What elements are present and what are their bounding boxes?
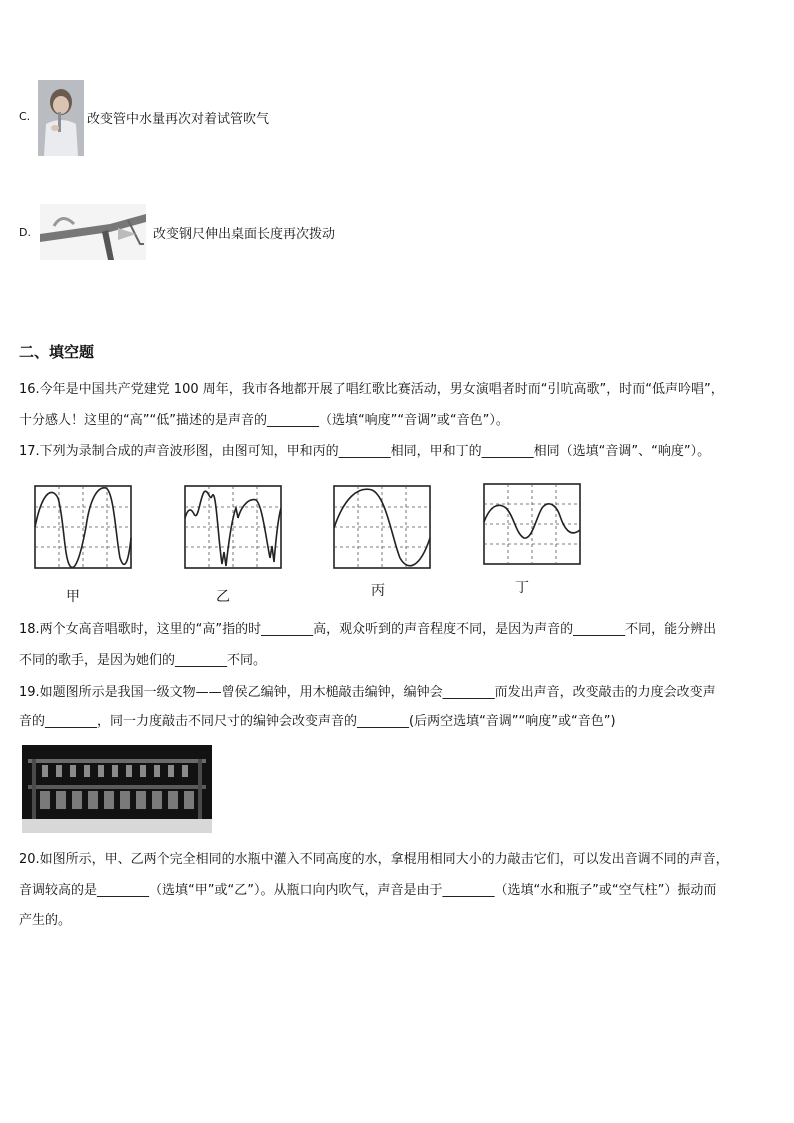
question-18-line-1: 18.两个女高音唱歌时，这里的“高”指的时________高，观众听到的声音程度不同，是因为声音的________不同，能分辨出 (19, 622, 717, 637)
waveform-label-bing: 丙 (371, 583, 385, 599)
ruler-on-table-image (40, 204, 146, 260)
option-d-letter: D. (19, 226, 31, 239)
question-20-line-2: 音调较高的是________（选填“甲”或“乙”）。从瓶口向内吹气，声音是由于________（选填“水和瓶子”或“空气柱”）振动而 (19, 883, 717, 898)
bianzhong-bells-photo (22, 745, 212, 833)
question-19-line-1: 19.如题图所示是我国一级文物——曾侯乙编钟，用木槌敲击编钟，编钟会________而发出声音，改变敲击的力度会改变声 (19, 685, 716, 700)
waveform-jia (35, 486, 131, 568)
option-c-text: 改变管中水量再次对着试管吹气 (87, 112, 270, 127)
question-18-line-2: 不同的歌手，是因为她们的________不同。 (19, 653, 267, 668)
sound-waveform-figure (28, 478, 588, 574)
question-20-line-3: 产生的。 (19, 913, 72, 928)
waveform-ding (484, 484, 580, 564)
question-19-line-2: 音的________，同一力度敲击不同尺寸的编钟会改变声音的________(后两空选填“音调”“响度”或“音色”) (19, 714, 616, 729)
waveform-label-yi: 乙 (216, 589, 230, 605)
question-20-line-1: 20.如图所示，甲、乙两个完全相同的水瓶中灌入不同高度的水，拿棍用相同大小的力敲击它们，可以发出音调不同的声音， (19, 852, 729, 867)
question-17-line-1: 17.下列为录制合成的声音波形图，由图可知，甲和丙的________相同，甲和丁的________相同（选填“音调”、“响度”）。 (19, 444, 711, 459)
question-16-line-1: 16.今年是中国共产党建党 100 周年，我市各地都开展了唱红歌比赛活动，男女演唱者时而“引吭高歌”，时而“低声吟唱”， (19, 382, 724, 397)
section-heading: 二、填空题 (19, 343, 95, 361)
waveform-label-ding: 丁 (515, 580, 529, 596)
waveform-label-jia: 甲 (66, 589, 80, 605)
girl-blowing-test-tube-image (38, 80, 84, 156)
waveform-yi (185, 486, 281, 568)
option-d-text: 改变钢尺伸出桌面长度再次拨动 (153, 227, 336, 242)
question-16-line-2: 十分感人！这里的“高”“低”描述的是声音的________（选填“响度”“音调”或“音色”）。 (19, 413, 509, 428)
waveform-bing (334, 486, 430, 568)
option-c-letter: C. (19, 110, 31, 123)
